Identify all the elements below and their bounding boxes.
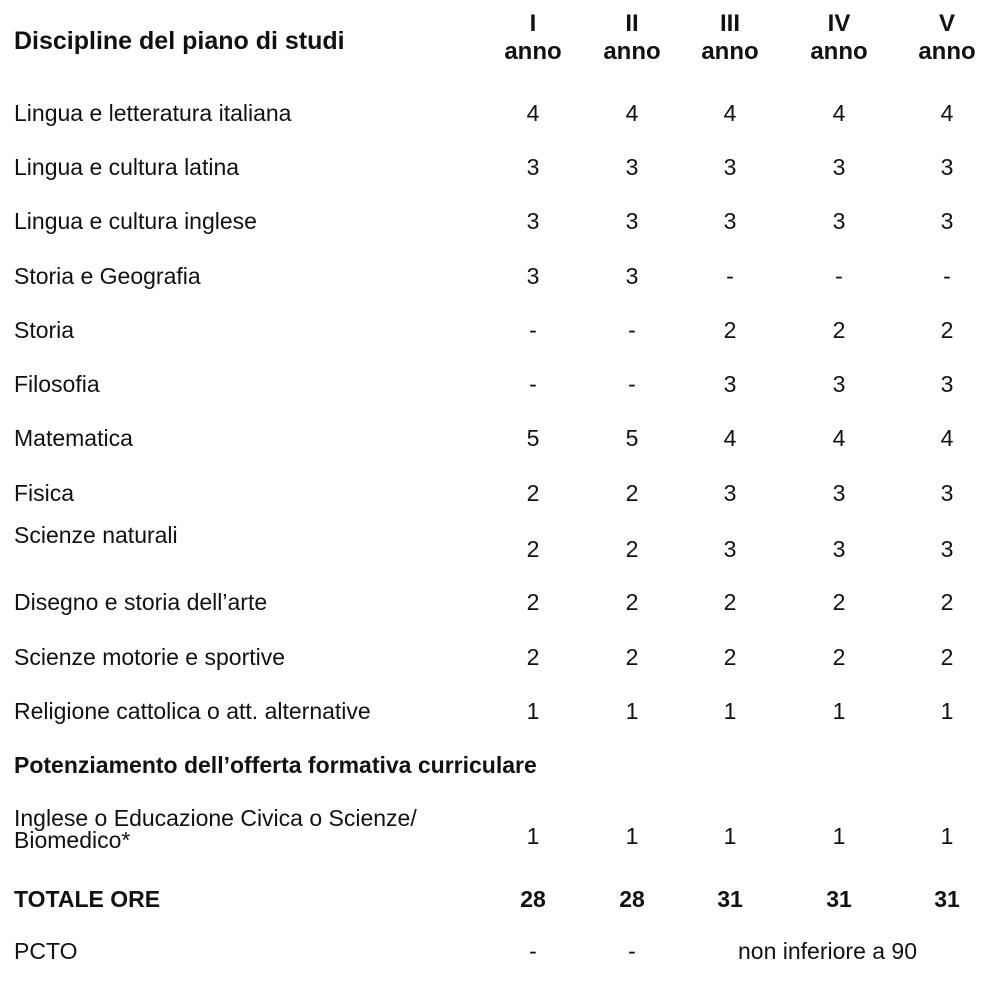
subject-label: Storia e Geografia — [14, 263, 201, 289]
hours-cell: 1 — [723, 698, 737, 724]
hours-cell: - — [726, 263, 734, 289]
year-numeral: V — [938, 10, 955, 37]
hours-cell: 2 — [526, 480, 540, 506]
hours-cell: 3 — [625, 154, 639, 180]
subject-label: Filosofia — [14, 371, 100, 397]
hours-cell: 4 — [940, 425, 954, 451]
table-row — [0, 419, 1000, 459]
hours-cell: 2 — [940, 644, 954, 670]
hours-cell: 2 — [625, 536, 639, 562]
hours-cell: 3 — [832, 536, 846, 562]
hours-cell: 3 — [832, 371, 846, 397]
hours-cell: 1 — [832, 698, 846, 724]
hours-cell: 4 — [832, 100, 846, 126]
hours-cell: 2 — [723, 589, 737, 615]
subject-label: Religione cattolica o att. alternative — [14, 698, 371, 724]
table-row — [0, 311, 1000, 351]
hours-cell: 3 — [832, 208, 846, 234]
hours-cell: 1 — [625, 698, 639, 724]
column-header-year-1 — [488, 10, 578, 66]
hours-cell: - — [529, 317, 537, 343]
hours-cell: 5 — [625, 425, 639, 451]
hours-cell: 3 — [832, 154, 846, 180]
year-word: anno — [701, 38, 759, 65]
hours-cell: - — [628, 371, 636, 397]
hours-cell: 3 — [940, 480, 954, 506]
hours-cell: 1 — [526, 823, 540, 849]
year-word: anno — [603, 38, 661, 65]
subject-label: Inglese o Educazione Civica o Scienze/ Biomedico* — [14, 805, 417, 853]
subject-label: Scienze motorie e sportive — [14, 644, 286, 670]
hours-cell: 2 — [526, 644, 540, 670]
hours-cell: 3 — [723, 208, 737, 234]
hours-cell: 3 — [723, 480, 737, 506]
pcto-note: non inferiore a 90 — [738, 938, 918, 964]
hours-cell: 2 — [625, 480, 639, 506]
hours-cell: 1 — [625, 823, 639, 849]
table-row — [0, 638, 1000, 678]
total-cell: 31 — [826, 886, 852, 912]
pcto-row — [0, 932, 1000, 972]
hours-cell: 2 — [526, 536, 540, 562]
hours-cell: 2 — [940, 589, 954, 615]
hours-cell: 1 — [940, 823, 954, 849]
hours-cell: 3 — [940, 154, 954, 180]
hours-cell: 4 — [526, 100, 540, 126]
hours-cell: 3 — [832, 480, 846, 506]
hours-cell: 2 — [625, 644, 639, 670]
hours-cell: 1 — [723, 823, 737, 849]
year-numeral: I — [529, 10, 537, 37]
hours-cell: 4 — [723, 100, 737, 126]
table-row — [0, 474, 1000, 514]
year-word: anno — [810, 38, 868, 65]
hours-cell: 2 — [832, 644, 846, 670]
total-cell: 31 — [717, 886, 743, 912]
hours-cell: 2 — [723, 644, 737, 670]
column-header-year-4 — [794, 10, 884, 66]
hours-cell: 5 — [526, 425, 540, 451]
hours-cell: 4 — [940, 100, 954, 126]
column-header-year-3 — [685, 10, 775, 66]
subject-label: Storia — [14, 317, 75, 343]
table-row — [0, 148, 1000, 188]
table-row — [0, 257, 1000, 297]
table-row — [0, 805, 1000, 857]
hours-cell: 3 — [526, 208, 540, 234]
subject-label: Lingua e cultura latina — [14, 154, 240, 180]
pcto-label: PCTO — [14, 938, 78, 964]
hours-cell: 3 — [526, 263, 540, 289]
hours-cell: 3 — [723, 371, 737, 397]
total-row — [0, 880, 1000, 920]
table-row — [0, 583, 1000, 623]
hours-cell: - — [529, 371, 537, 397]
hours-cell: 4 — [832, 425, 846, 451]
total-cell: 31 — [934, 886, 960, 912]
hours-cell: 3 — [625, 208, 639, 234]
year-numeral: III — [719, 10, 740, 37]
table-row — [0, 202, 1000, 242]
year-numeral: II — [625, 10, 639, 37]
hours-cell: - — [628, 317, 636, 343]
hours-cell: - — [529, 938, 537, 964]
hours-cell: 4 — [723, 425, 737, 451]
hours-cell: - — [835, 263, 843, 289]
hours-cell: 3 — [723, 536, 737, 562]
column-header-year-5 — [902, 10, 992, 66]
total-cell: 28 — [619, 886, 645, 912]
year-numeral: IV — [827, 10, 851, 37]
hours-cell: 1 — [940, 698, 954, 724]
subject-label: Disegno e storia dell’arte — [14, 589, 268, 615]
hours-cell: 4 — [625, 100, 639, 126]
table-row — [0, 692, 1000, 732]
hours-cell: 1 — [526, 698, 540, 724]
year-word: anno — [504, 38, 562, 65]
hours-cell: 2 — [832, 589, 846, 615]
hours-cell: 3 — [723, 154, 737, 180]
hours-cell: 2 — [526, 589, 540, 615]
hours-cell: 2 — [832, 317, 846, 343]
column-header-year-2 — [587, 10, 677, 66]
table-row — [0, 522, 1000, 570]
hours-cell: 3 — [625, 263, 639, 289]
subject-label: Fisica — [14, 480, 75, 506]
table-row — [0, 94, 1000, 134]
year-word: anno — [918, 38, 976, 65]
table-header-title: Discipline del piano di studi — [14, 27, 345, 55]
table-row — [0, 365, 1000, 405]
subject-label: Lingua e cultura inglese — [14, 208, 257, 234]
hours-cell: 2 — [723, 317, 737, 343]
hours-cell: 2 — [940, 317, 954, 343]
subject-label: Lingua e letteratura italiana — [14, 100, 292, 126]
total-cell: 28 — [520, 886, 546, 912]
hours-cell: - — [943, 263, 951, 289]
hours-cell: 3 — [526, 154, 540, 180]
hours-cell: 3 — [940, 371, 954, 397]
section-title: Potenziamento dell’offerta formativa curriculare — [14, 752, 537, 778]
subject-label: Matematica — [14, 425, 133, 451]
hours-cell: 3 — [940, 208, 954, 234]
hours-cell: - — [628, 938, 636, 964]
total-label: TOTALE ORE — [14, 886, 161, 912]
hours-cell: 1 — [832, 823, 846, 849]
subject-label: Scienze naturali — [14, 522, 178, 548]
hours-cell: 2 — [625, 589, 639, 615]
hours-cell: 3 — [940, 536, 954, 562]
